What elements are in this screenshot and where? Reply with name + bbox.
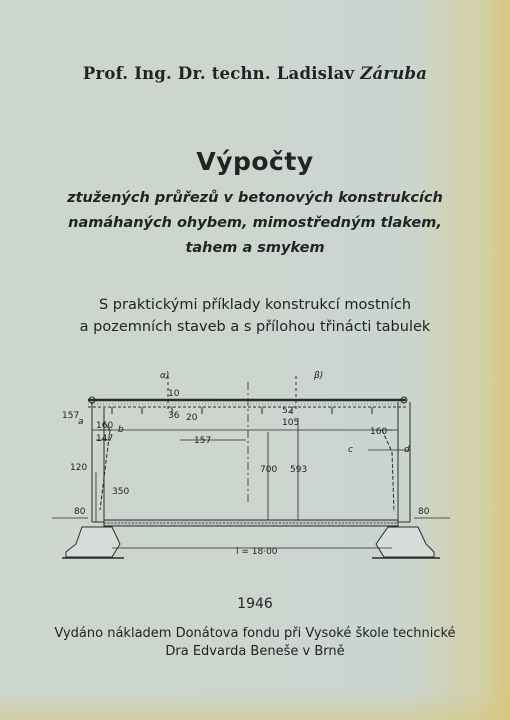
point-c: c [348, 445, 353, 455]
book-description [0, 294, 510, 338]
dim-593: 593 [290, 465, 308, 475]
author-surname: Záruba [360, 64, 428, 83]
author-line [0, 64, 510, 83]
point-b: b [118, 425, 124, 435]
point-d: d [404, 445, 410, 455]
dim-160-right: 160 [370, 427, 388, 437]
span-label: l = 18·00 [236, 547, 278, 557]
book-subtitle [20, 186, 490, 261]
subtitle-line: tahem a smykem [185, 240, 325, 256]
dim-80-right: 80 [418, 507, 430, 517]
author-prefix: Prof. Ing. Dr. techn. Ladislav [82, 64, 361, 83]
deck-ribs [112, 407, 372, 414]
section-alpha-label: α) [160, 371, 170, 381]
publisher-line: Vydáno nákladem Donátova fondu při Vysoké škole technické [54, 626, 456, 641]
section-beta-label: β) [314, 371, 324, 381]
description-line: a pozemních staveb a s přílohou třinácti tabulek [79, 319, 431, 335]
dim-157-left: 157 [62, 411, 80, 421]
point-a: a [78, 417, 84, 427]
dim-105: 105 [282, 418, 300, 428]
book-title: Výpočty [196, 147, 314, 176]
publication-year: 1946 [237, 596, 273, 612]
subtitle-line: ztužených průřezů v betonových konstrukcích [67, 190, 443, 206]
subtitle-line: namáhaných ohybem, mimostředným tlakem, [68, 215, 442, 231]
right-haunch-dashed [382, 430, 394, 512]
dim-350: 350 [112, 487, 130, 497]
dim-52: 52 [282, 406, 294, 416]
description-line: S praktickými příklady konstrukcí mostních [98, 297, 412, 313]
publisher-line: Dra Edvarda Beneše v Brně [165, 644, 345, 659]
right-abutment [398, 402, 410, 522]
dim-36: 36 [168, 411, 180, 421]
dim-20: 20 [186, 413, 198, 423]
left-footing [66, 527, 120, 557]
publisher-info [0, 625, 510, 661]
dim-10: 10 [168, 389, 180, 399]
dim-120: 120 [70, 463, 88, 473]
dim-160-left: 160 [96, 421, 114, 431]
bridge-cross-section-diagram [52, 362, 460, 574]
dim-700: 700 [260, 465, 278, 475]
right-footing [376, 527, 434, 557]
dim-80-left: 80 [74, 507, 86, 517]
dim-147: 147 [96, 434, 114, 444]
dim-157-mid: 157 [194, 436, 212, 446]
